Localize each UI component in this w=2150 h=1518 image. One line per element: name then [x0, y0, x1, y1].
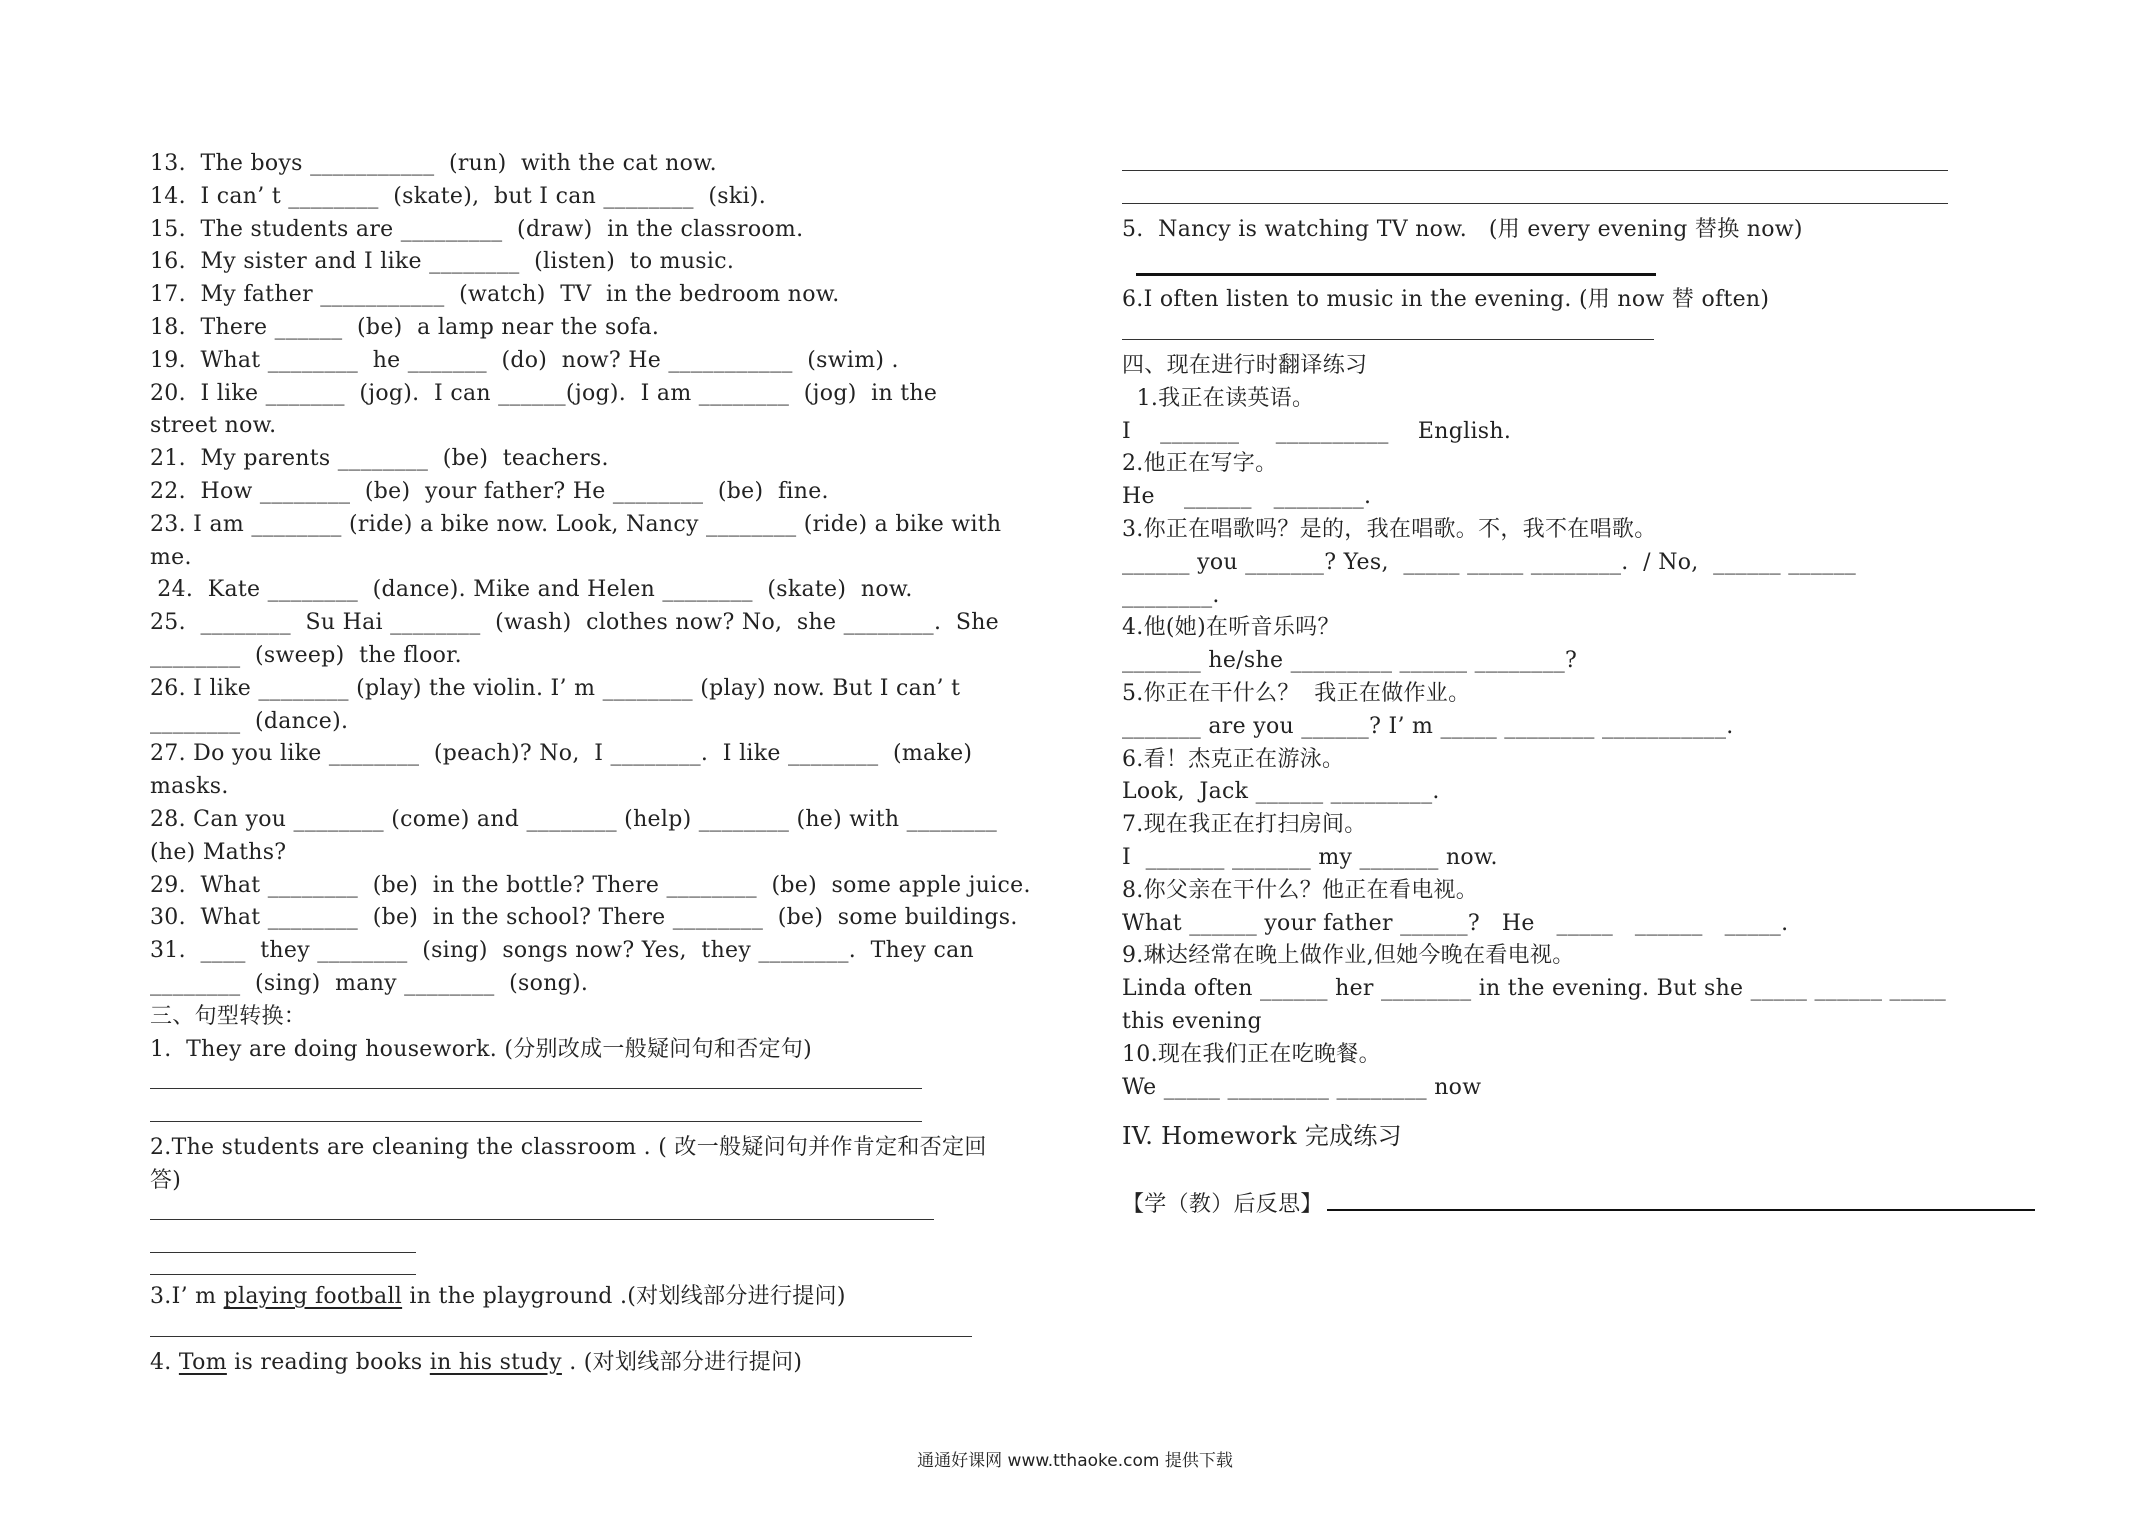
translation-line: 8.你父亲在干什么？他正在看电视。: [1122, 877, 1479, 903]
answer-line: [150, 1314, 1080, 1347]
translation-line: 10.现在我们正在吃晚餐。: [1122, 1041, 1381, 1067]
exercise-line: 17. My father ___________ (watch) TV in the bedroom now.: [150, 282, 840, 308]
translation-line: He ______ ________.: [1122, 484, 1372, 510]
answer-line: [150, 1099, 1080, 1132]
exercise-line: 20. I like _______ (jog). I can ______(jog). I am ________ (jog) in the: [150, 380, 938, 406]
underlined-phrase: playing football: [223, 1284, 403, 1310]
question-4: 4. Tom is reading books in his study . (对划线部分进行提问): [150, 1349, 803, 1375]
translation-line: 6.看！杰克正在游泳。: [1122, 746, 1345, 772]
answer-line: [150, 1066, 1080, 1099]
right-column: [1122, 148, 2062, 1222]
answer-line: [1122, 148, 2062, 181]
translation-line: I _______ _______ my _______ now.: [1122, 844, 1498, 870]
translation-line: this evening: [1122, 1008, 1262, 1034]
exercise-line: 26. I like ________ (play) the violin. I’ m ________ (play) now. But I can’ t: [150, 675, 961, 701]
exercise-line: 18. There ______ (be) a lamp near the sofa.: [150, 314, 660, 340]
exercise-line: 25. ________ Su Hai ________ (wash) clothes now? No, she ________. She: [150, 610, 1000, 636]
translation-line: We _____ _________ ________ now: [1122, 1074, 1482, 1100]
question-5: 5. Nancy is watching TV now. (用 every evening 替换 now): [1122, 216, 1803, 242]
exercise-line: ________ (sweep) the floor.: [150, 642, 462, 668]
question-2: 2.The students are cleaning the classroom . ( 改一般疑问句并作肯定和否定回: [150, 1134, 987, 1160]
translation-line: Linda often ______ her ________ in the evening. But she _____ ______ _____: [1122, 976, 1947, 1002]
translation-line: I _______ __________ English.: [1122, 418, 1512, 444]
exercise-line: 22. How ________ (be) your father? He ________ (be) fine.: [150, 478, 829, 504]
question-2-cont: 答): [150, 1167, 182, 1193]
exercise-line: me.: [150, 544, 192, 570]
exercise-line: 14. I can’ t ________ (skate), but I can ________ (ski).: [150, 183, 766, 209]
reflection-label: 【学（教）后反思】: [1122, 1192, 1323, 1218]
translation-line: 7.现在我正在打扫房间。: [1122, 812, 1367, 838]
exercise-line: 1. They are doing housework. (分别改成一般疑问句和否定句): [150, 1036, 812, 1062]
exercise-line: street now.: [150, 413, 277, 439]
exercise-line: 三、句型转换：: [150, 1003, 307, 1029]
exercise-line: 28. Can you ________ (come) and ________ (help) ________ (he) with ________: [150, 806, 998, 832]
exercise-line: ________ (sing) many ________ (song).: [150, 970, 589, 996]
exercise-line: ________ (dance).: [150, 708, 349, 734]
translation-line: _______ are you ______? I’ m _____ ________ ___________.: [1122, 713, 1734, 739]
reflection-row: [1122, 1189, 2062, 1222]
answer-line: [150, 1198, 1080, 1231]
answer-line: [1122, 246, 2062, 284]
answer-line: [1122, 317, 2062, 350]
translation-line: 4.他(她)在听音乐吗？: [1122, 615, 1340, 641]
translation-line: 9.琳达经常在晚上做作业,但她今晚在看电视。: [1122, 943, 1575, 969]
exercise-line: 19. What ________ he _______ (do) now? He ___________ (swim) .: [150, 347, 899, 373]
question-3: 3.I’ m playing football in the playground .(对划线部分进行提问): [150, 1284, 846, 1310]
reflection-line: [1327, 1189, 2035, 1211]
exercise-line: 13. The boys ___________ (run) with the cat now.: [150, 151, 717, 176]
translation-line: 3.你正在唱歌吗？是的，我在唱歌。不，我不在唱歌。: [1122, 516, 1657, 542]
exercise-line: 27. Do you like ________ (peach)? No, I ________. I like ________ (make): [150, 741, 973, 767]
question-6: 6.I often listen to music in the evening. (用 now 替 often): [1122, 287, 1770, 313]
exercise-line: 31. ____ they ________ (sing) songs now? Yes, they ________. They can: [150, 938, 974, 964]
exercise-line: 23. I am ________ (ride) a bike now. Look, Nancy ________ (ride) a bike with: [150, 511, 1002, 537]
answer-line: [150, 1230, 1080, 1263]
translation-line: ________.: [1122, 582, 1220, 608]
exercise-line: 29. What ________ (be) in the bottle? There ________ (be) some apple juice.: [150, 872, 1031, 898]
translation-line: Look, Jack ______ _________.: [1122, 779, 1440, 805]
exercise-line: 16. My sister and I like ________ (listen) to music.: [150, 249, 735, 275]
homework-heading: IV. Homework 完成练习: [1122, 1122, 1402, 1151]
translation-line: 5.你正在干什么？ 我正在做作业。: [1122, 680, 1471, 706]
exercise-line: 24. Kate ________ (dance). Mike and Helen ________ (skate) now.: [150, 577, 913, 603]
translation-line: What ______ your father ______? He _____ ______ _____.: [1122, 910, 1789, 936]
exercise-line: (he) Maths?: [150, 839, 287, 865]
answer-line: [150, 1263, 1080, 1281]
translation-section: [1122, 350, 2062, 1104]
exercise-line: masks.: [150, 774, 229, 800]
exercise-line: 30. What ________ (be) in the school? There ________ (be) some buildings.: [150, 905, 1018, 931]
left-lines: [150, 148, 1080, 1066]
left-column: [150, 148, 1080, 1379]
exercise-line: 21. My parents ________ (be) teachers.: [150, 446, 609, 472]
footer: 通通好课网 www.tthaoke.com 提供下载: [917, 1451, 1233, 1471]
exercise-line: 15. The students are _________ (draw) in the classroom.: [150, 216, 804, 242]
translation-line: 1.我正在读英语。: [1122, 385, 1315, 411]
translation-line: 2.他正在写字。: [1122, 451, 1278, 477]
underlined-phrase: in his study: [429, 1349, 562, 1375]
translation-line: 四、现在进行时翻译练习: [1122, 352, 1368, 378]
underlined-word: Tom: [178, 1349, 227, 1375]
answer-line: [1122, 181, 2062, 214]
translation-line: _______ he/she _________ ______ ________?: [1122, 648, 1578, 674]
translation-line: ______ you _______? Yes, _____ _____ ________. / No, ______ ______: [1122, 549, 1857, 575]
